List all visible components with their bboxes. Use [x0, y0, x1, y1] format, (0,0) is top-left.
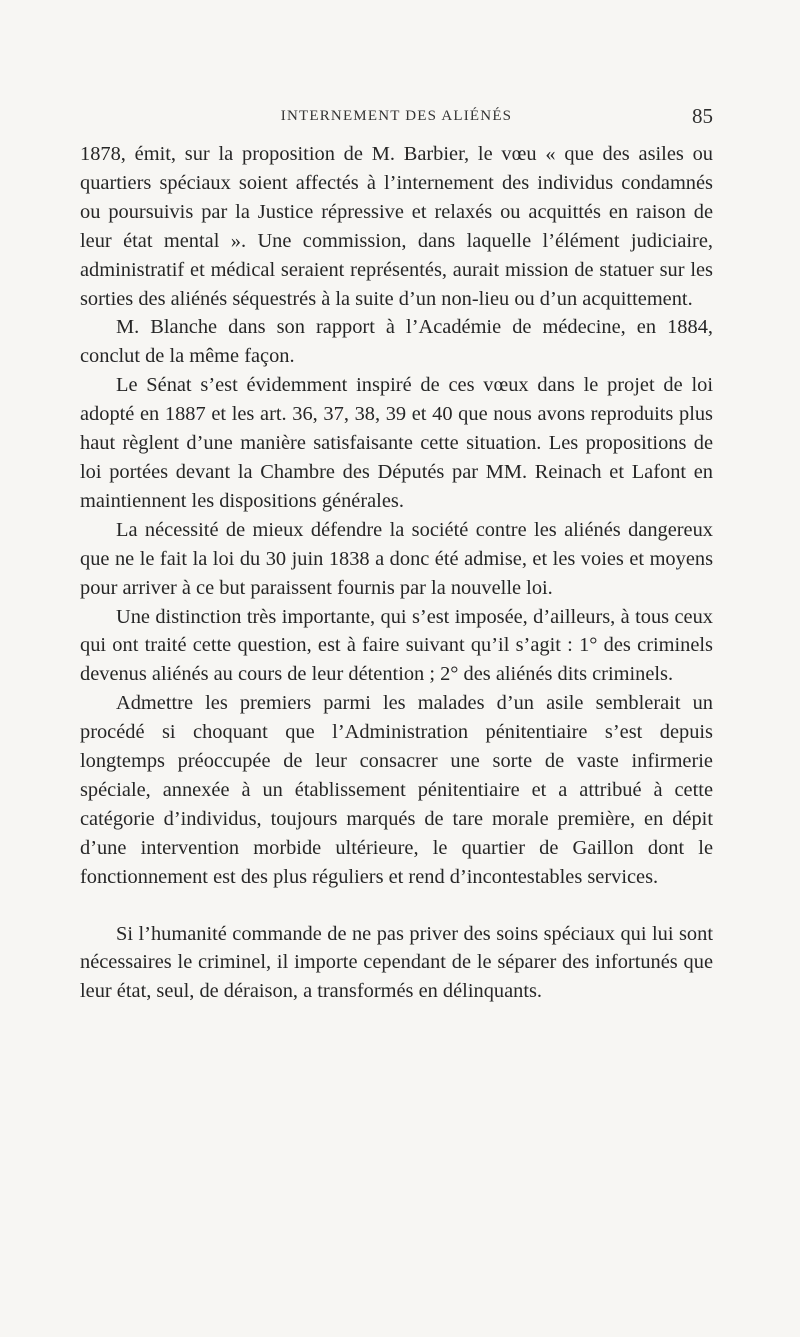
running-head: [80, 104, 713, 140]
page-number: 85: [692, 104, 713, 128]
paragraph-humanite: Si l’humanité commande de ne pas priver des soins spéciaux qui lui sont nécessaires le criminel, il importe cependant de le séparer des infortunés que leur état, seul, de déraison, a transformés en délinquants.: [80, 922, 713, 1003]
paragraph-blanche-report: M. Blanche dans son rapport à l’Académie de médecine, en 1884, conclut de la même façon.: [80, 316, 713, 368]
paragraph-continuation: 1878, émit, sur la proposition de M. Barbier, le vœu « que des asiles ou quartiers spéciaux soient affectés à l’internement des individus condamnés ou poursuivis par la Justice répressive et relaxés ou acquittés en raison de leur état mental ». Une commission, dans laquelle l’élément judiciaire, administratif et médical seraient représentés, aurait mission de statuer sur les sorties des aliénés séquestrés à la suite d’un non-lieu ou d’un acquittement.: [80, 143, 713, 310]
paragraph-distinction: Une distinction très importante, qui s’est imposée, d’ailleurs, à tous ceux qui ont traité cette question, est à faire suivant qu’il s’agit : 1° des criminels devenus aliénés au cours de leur détention ; 2° des aliénés dits criminels.: [80, 605, 713, 686]
paragraph-senat: Le Sénat s’est évidemment inspiré de ces vœux dans le projet de loi adopté en 1887 et les art. 36, 37, 38, 39 et 40 que nous avons reproduits plus haut règlent d’une manière satisfaisante cette situation. Les propositions de loi portées devant la Chambre des Députés par MM. Reinach et Lafont en maintiennent les dispositions générales.: [80, 374, 713, 512]
body-text: [80, 140, 713, 1006]
paragraph-necessite: La nécessité de mieux défendre la société contre les aliénés dangereux que ne le fait la loi du 30 juin 1838 a donc été admise, et les voies et moyens pour arriver à ce but paraissent fournis par la nouvelle loi.: [80, 518, 713, 599]
paragraph-admettre: Admettre les premiers parmi les malades d’un asile semblerait un procédé si choquant que l’Administration pénitentiaire s’est depuis longtemps préoccupée de leur consacrer une sorte de vaste infirmerie spéciale, annexée à un établissement pénitentiaire et a attribué à cette catégorie d’individus, toujours marqués de tare morale première, en dépit d’une intervention morbide ultérieure, le quartier de Gaillon dont le fonctionnement est des plus réguliers et rend d’incontestables services.: [80, 692, 713, 888]
running-title: INTERNEMENT DES ALIÉNÉS: [280, 108, 513, 124]
